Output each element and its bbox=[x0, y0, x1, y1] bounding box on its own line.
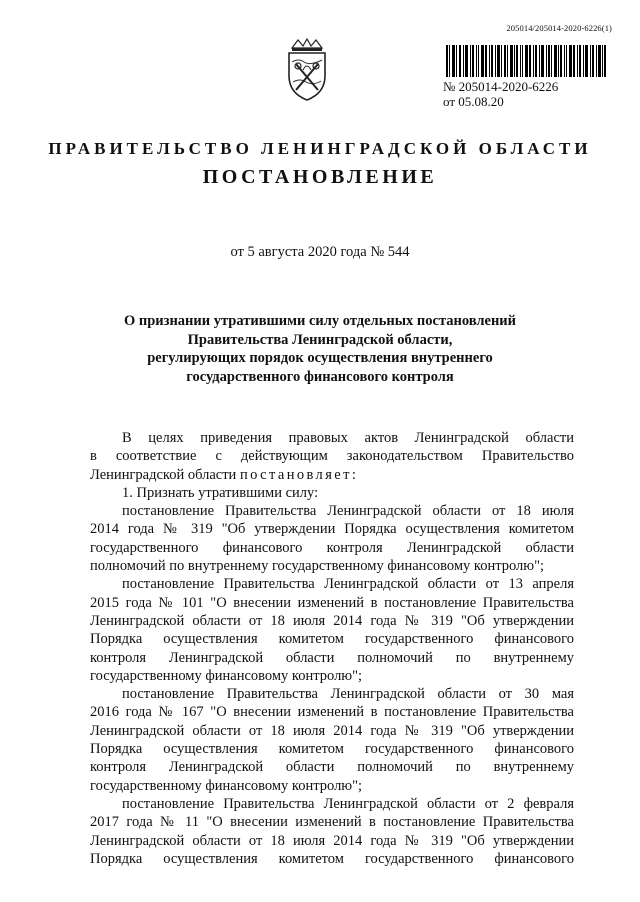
body-line: постановление Правительства Ленинградской области от 18 июля bbox=[122, 503, 574, 520]
document-type: ПОСТАНОВЛЕНИЕ bbox=[202, 166, 438, 188]
document-date-number: от 5 августа 2020 года № 544 bbox=[230, 244, 410, 260]
body-line: государственного финансового контроля Ленинградской области bbox=[90, 539, 574, 556]
body-line: полномочий по внутреннему государственному финансовому контролю"; bbox=[90, 558, 545, 575]
body-line: государственному финансовому контролю"; bbox=[90, 667, 363, 684]
body-line: контроля Ленинградской области полномочий по внутреннему bbox=[90, 759, 574, 776]
document-subject bbox=[100, 312, 540, 386]
body-line: в соответствие с действующим законодательством Правительство bbox=[90, 448, 574, 465]
reference-code: 205014/205014-2020-6226(1) bbox=[506, 23, 612, 33]
body-line: контроля Ленинградской области полномочий по внутреннему bbox=[90, 649, 574, 666]
subject-line: Правительства Ленинградской области, bbox=[187, 331, 453, 348]
body-line: Ленинградской области от 18 июля 2014 года № 319 "Об утверждении bbox=[90, 722, 574, 739]
body-line: государственному финансовому контролю"; bbox=[90, 777, 363, 794]
barcode-icon bbox=[446, 45, 606, 77]
coat-of-arms-icon bbox=[284, 38, 330, 102]
subject-line: регулирующих порядок осуществления внутреннего bbox=[147, 350, 493, 366]
enacting-word: постановляет: bbox=[239, 466, 359, 483]
document-body bbox=[90, 429, 574, 868]
body-text: Ленинградской области bbox=[90, 466, 240, 483]
body-line: Порядка осуществления комитетом государственного финансового bbox=[90, 741, 574, 758]
body-line: Порядка осуществления комитетом государственного финансового bbox=[90, 631, 574, 648]
body-line: 2017 года № 11 "О внесении изменений в постановление Правительства bbox=[90, 814, 574, 831]
body-line: постановление Правительства Ленинградской области от 13 апреля bbox=[122, 576, 574, 593]
subject-line: государственного финансового контроля bbox=[186, 368, 454, 385]
body-line: постановление Правительства Ленинградской области от 2 февраля bbox=[122, 795, 574, 812]
registration-date: от 05.08.20 bbox=[443, 94, 504, 109]
body-line: Ленинградской области от 18 июля 2014 года № 319 "Об утверждении bbox=[90, 832, 574, 849]
government-title: ПРАВИТЕЛЬСТВО ЛЕНИНГРАДСКОЙ ОБЛАСТИ bbox=[48, 139, 592, 158]
body-line: Ленинградской области от 18 июля 2014 года № 319 "Об утверждении bbox=[90, 612, 574, 629]
body-line: 2014 года № 319 "Об утверждении Порядка осуществления комитетом bbox=[90, 521, 574, 538]
body-line: постановление Правительства Ленинградской области от 30 мая bbox=[122, 686, 574, 703]
body-line: Порядка осуществления комитетом государственного финансового bbox=[90, 850, 574, 867]
registration-block bbox=[443, 79, 558, 109]
body-line bbox=[90, 466, 574, 484]
body-line: В целях приведения правовых актов Ленинградской области bbox=[122, 430, 574, 446]
registration-number: № 205014-2020-6226 bbox=[443, 79, 559, 94]
item-heading: 1. Признать утратившими силу: bbox=[122, 484, 319, 501]
body-line: 2015 года № 101 "О внесении изменений в постановление Правительства bbox=[90, 594, 574, 611]
body-line: 2016 года № 167 "О внесении изменений в постановление Правительства bbox=[90, 704, 574, 721]
subject-line: О признании утратившими силу отдельных постановлений bbox=[123, 313, 517, 329]
